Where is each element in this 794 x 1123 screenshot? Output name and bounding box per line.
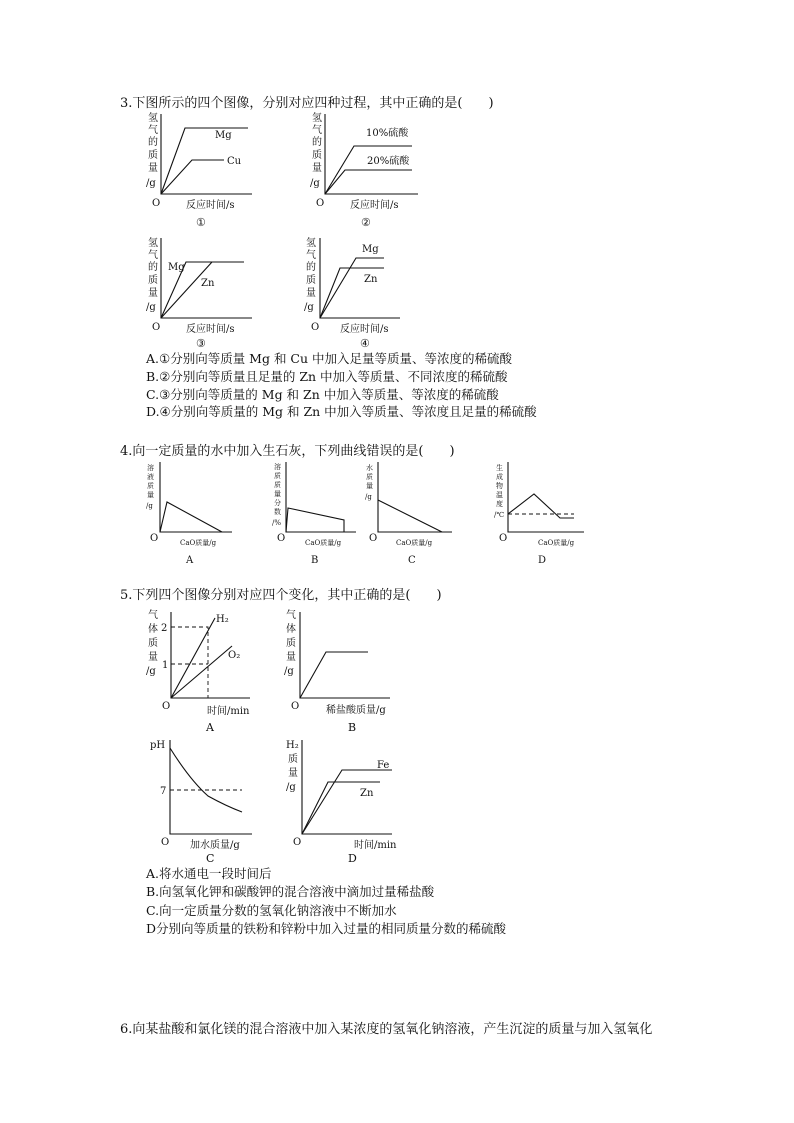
q4-graph-d [494, 462, 584, 566]
ylabel-char: 温 [496, 491, 503, 499]
ylabel-char: 质 [366, 473, 373, 481]
line-label-h2: H₂ [216, 614, 229, 625]
origin-label: O [316, 198, 325, 209]
ylabel-char: 溶 [147, 464, 154, 472]
graph-letter: C [408, 555, 416, 566]
ylabel-char: 质 [306, 275, 316, 286]
ylabel-char: 的 [306, 262, 316, 273]
x-axis-label: 加水质量/g [190, 840, 240, 851]
ylabel-char: 量 [148, 163, 158, 174]
graph-letter: D [538, 555, 547, 566]
ylabel-char: 量 [148, 288, 158, 299]
ylabel-char: 质 [288, 754, 298, 765]
x-axis-label: 反应时间/s [350, 200, 399, 211]
graph-letter: A [206, 721, 214, 734]
graph-letter: B [348, 721, 357, 734]
origin-label: O [291, 701, 300, 712]
ylabel-char: 体 [148, 624, 158, 635]
q5-graph-c [150, 740, 252, 865]
x-axis-label: 反应时间/s [186, 200, 235, 211]
q3-graph-2 [310, 111, 418, 229]
ylabel-char: H₂ [286, 740, 299, 751]
ylabel-char: /g [146, 302, 156, 313]
origin-label: O [311, 322, 320, 333]
ylabel-char: 氢 [306, 238, 316, 249]
o2-line [171, 646, 232, 698]
ylabel-char: 质 [148, 638, 158, 649]
origin-label: O [499, 533, 508, 544]
graph-letter: C [206, 852, 215, 865]
x-axis-label: 时间/min [354, 840, 397, 851]
ylabel-char: 液 [147, 473, 154, 481]
axes [302, 740, 392, 834]
ylabel-char: /g [304, 302, 314, 313]
ylabel-char: 量 [274, 490, 281, 498]
q6-stem: 6.向某盐酸和氯化镁的混合溶液中加入某浓度的氢氧化钠溶液，产生沉淀的质量与加入氢氧化 [120, 1022, 653, 1037]
axes [286, 462, 356, 532]
ylabel-char: 生 [496, 464, 503, 472]
graph-number: ④ [360, 337, 370, 350]
x-axis-label: CaO质量/g [180, 539, 217, 547]
ylabel-char: 量 [147, 491, 154, 499]
line-label-mg: Mg [215, 130, 232, 141]
ylabel-char: 量 [366, 482, 373, 490]
axes [300, 612, 390, 698]
ylabel-char: 的 [312, 137, 322, 148]
origin-label: O [152, 198, 161, 209]
ylabel-char: 质 [312, 150, 322, 161]
q5-option-a: A.将水通电一段时间后 [146, 866, 272, 881]
origin-label: O [150, 533, 159, 544]
graph-letter: A [186, 555, 194, 566]
ylabel-char: 的 [148, 137, 158, 148]
x-axis-label: 时间/min [207, 706, 250, 717]
graph-letter: B [311, 555, 319, 566]
ylabel-char: 质 [274, 472, 281, 480]
graph-letter: D [348, 852, 357, 865]
ylabel-char: 气 [148, 250, 158, 261]
line-label-fe: Fe [377, 760, 390, 771]
ylabel-char: /g [146, 666, 156, 677]
ylabel-char: /g [365, 493, 372, 501]
origin-label: O [162, 701, 171, 712]
ylabel-char: 量 [288, 768, 298, 779]
q4-stem: 4.向一定质量的水中加入生石灰，下列曲线错误的是( ) [120, 444, 455, 459]
ylabel-char: 质 [147, 482, 154, 490]
ylabel-char: /g [146, 178, 156, 189]
ylabel-char: 数 [274, 508, 281, 516]
ylabel-char: 量 [312, 163, 322, 174]
q3-graph-3 [146, 236, 252, 350]
curve [170, 748, 242, 812]
ylabel-char: /℃ [494, 511, 505, 519]
ylabel-char: /g [286, 782, 296, 793]
q5-option-c: C.向一定质量分数的氢氧化钠溶液中不断加水 [146, 903, 397, 918]
q3-option-d: D.④分别向等质量的 Mg 和 Zn 中加入等质量、等浓度且足量的稀硫酸 [146, 404, 537, 419]
q3-option-b: B.②分别向等质量且足量的 Zn 中加入等质量、不同浓度的稀硫酸 [146, 369, 508, 384]
ylabel-ph: pH [150, 740, 166, 751]
axes [325, 114, 418, 194]
x-axis-label: 反应时间/s [186, 324, 235, 335]
origin-label: O [152, 322, 161, 333]
ylabel-char: 物 [496, 482, 503, 490]
curve [300, 652, 368, 698]
x-axis-label: 稀盐酸质量/g [326, 705, 386, 716]
ylabel-char: 质 [148, 275, 158, 286]
ylabel-char: 的 [148, 262, 158, 273]
curve [286, 508, 344, 532]
axes [160, 462, 232, 532]
ylabel-char: 质 [286, 638, 296, 649]
q3-stem: 3.下图所示的四个图像，分别对应四种过程，其中正确的是( ) [120, 96, 494, 111]
x-axis-label: CaO质量/g [305, 539, 342, 547]
line-label-mg: Mg [168, 262, 185, 273]
q5-stem: 5.下列四个图像分别对应四个变化，其中正确的是( ) [120, 588, 442, 603]
mg-line [320, 258, 384, 318]
axes [161, 114, 252, 194]
ylabel-char: 量 [306, 288, 316, 299]
line-label-20pct: 20%硫酸 [367, 156, 410, 167]
ylabel-char: 溶 [274, 463, 281, 471]
x-axis-label: CaO质量/g [396, 539, 433, 547]
q4-graph-a [146, 462, 232, 566]
x-axis-label: 反应时间/s [340, 324, 389, 335]
line-label-cu: Cu [227, 156, 242, 167]
line-label-o2: O₂ [228, 650, 241, 661]
ylabel-char: /g [284, 666, 294, 677]
line-label-zn: Zn [364, 274, 378, 285]
origin-label: O [161, 837, 170, 848]
graph-number: ① [196, 216, 206, 229]
q3-graph-1 [146, 111, 252, 229]
axes [320, 238, 400, 318]
q4-graph-b [272, 462, 356, 566]
ylabel-char: 气 [306, 250, 316, 261]
axes [170, 740, 252, 834]
origin-label: O [293, 837, 302, 848]
line-20pct [325, 170, 412, 194]
cu-line [161, 160, 224, 194]
ylabel-char: 分 [274, 499, 281, 507]
origin-label: O [277, 533, 286, 544]
tick-label: 2 [161, 623, 168, 634]
ylabel-char: /g [310, 178, 320, 189]
q4-graph-c [365, 462, 452, 566]
ylabel-char: 水 [366, 464, 373, 472]
axes [378, 462, 452, 532]
q5-option-d: D分别向等质量的铁粉和锌粉中加入过量的相同质量分数的稀硫酸 [146, 921, 507, 936]
ylabel-char: 量 [286, 652, 296, 663]
ylabel-char: 成 [496, 473, 503, 481]
ylabel-char: 氢 [148, 113, 158, 124]
q5-graph-a [146, 609, 250, 734]
line-label-mg: Mg [362, 244, 379, 255]
q3-option-a: A.①分别向等质量 Mg 和 Cu 中加入足量等质量、等浓度的稀硫酸 [146, 351, 513, 366]
ylabel-char: 气 [286, 610, 296, 621]
graph-number: ② [361, 216, 371, 229]
axes [508, 462, 584, 532]
ylabel-char: 气 [312, 125, 322, 136]
q3-graph-4 [304, 236, 400, 350]
ylabel-char: 量 [148, 652, 158, 663]
ylabel-char: 质 [148, 150, 158, 161]
ylabel-char: 气 [148, 125, 158, 136]
q5-option-b: B.向氢氧化钾和碳酸钾的混合溶液中滴加过量稀盐酸 [146, 884, 435, 899]
q5-graph-b [284, 609, 390, 734]
fe-line [302, 770, 392, 834]
ylabel-char: 体 [286, 624, 296, 635]
ylabel-char: 氢 [148, 238, 158, 249]
h2-line [171, 618, 215, 698]
ylabel-char: /g [146, 502, 153, 510]
q3-option-c: C.③分别向等质量的 Mg 和 Zn 中加入等质量、等浓度的稀硫酸 [146, 387, 499, 402]
origin-label: O [369, 533, 378, 544]
q5-graph-d [286, 740, 397, 865]
line-label-10pct: 10%硫酸 [366, 128, 409, 139]
curve [160, 502, 222, 532]
ylabel-char: 氢 [312, 113, 322, 124]
ylabel-char: 气 [148, 610, 158, 621]
line-label-zn: Zn [201, 278, 215, 289]
tick-label: 1 [162, 660, 169, 671]
line-label-zn: Zn [360, 788, 374, 799]
x-axis-label: CaO质量/g [538, 539, 575, 547]
graph-number: ③ [196, 337, 206, 350]
ylabel-char: 度 [496, 500, 503, 508]
ylabel-char: /% [272, 519, 282, 527]
curve [378, 500, 442, 532]
tick-label: 7 [160, 786, 167, 797]
ylabel-char: 质 [274, 481, 281, 489]
